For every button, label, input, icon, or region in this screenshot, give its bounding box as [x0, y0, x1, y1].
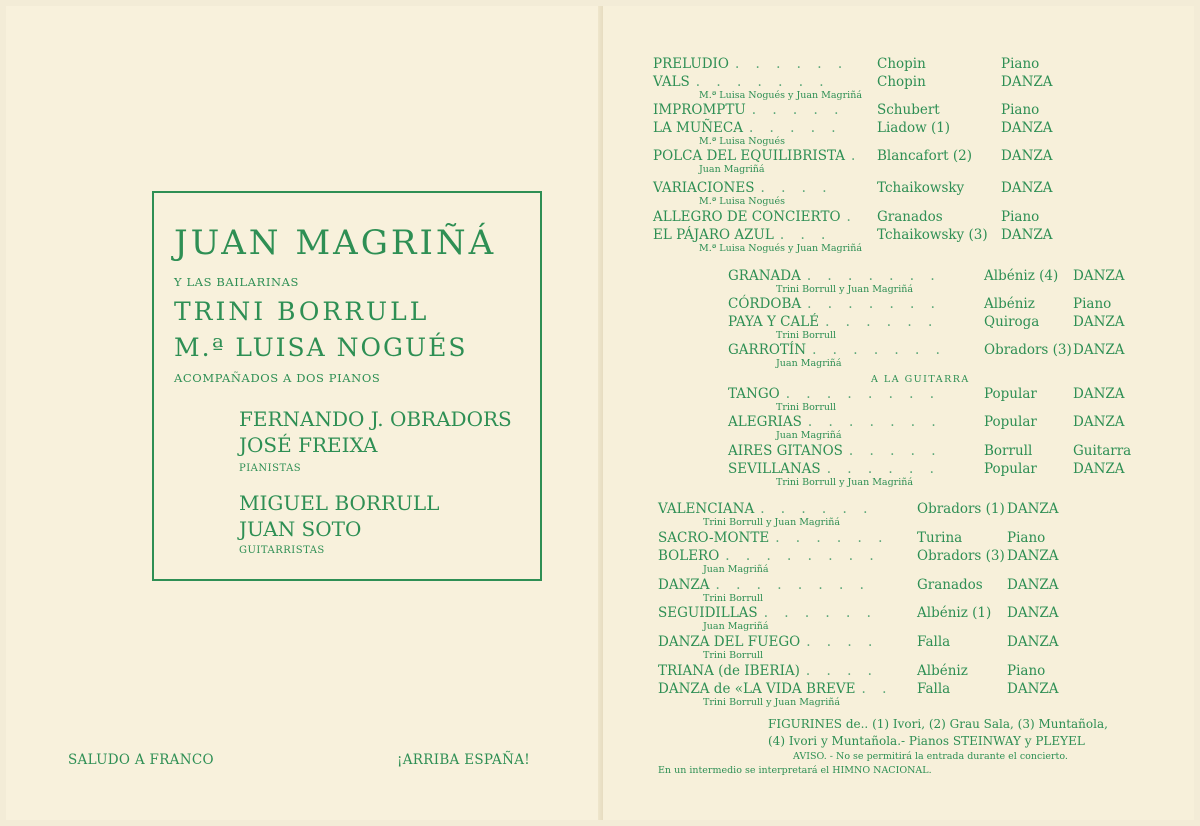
program-item-kind: Piano	[1007, 663, 1046, 679]
program-item	[658, 501, 1077, 531]
program-item-performers: Juan Magriñá	[776, 430, 842, 441]
program-item	[658, 634, 1077, 664]
program-item-composer: Tchaikowsky (3)	[877, 227, 988, 243]
program-item-title: PAYA Y CALÉ	[728, 314, 820, 330]
program-item-performers: Juan Magriñá	[699, 164, 765, 175]
program-item-composer: Falla	[917, 681, 951, 697]
figurines-line-1: FIGURINES de.. (1) Ivori, (2) Grau Sala, (3) Muntañola,	[768, 717, 1108, 731]
with-dancers-label: Y LAS BAILARINAS	[174, 275, 300, 289]
leader-dots: . . . . . .	[775, 530, 889, 546]
program-item-title: CÓRDOBA	[728, 296, 802, 312]
program-item-kind: DANZA	[1007, 681, 1059, 697]
program-item-title: IMPROMPTU	[653, 102, 746, 118]
guitarists-label: GUITARRISTAS	[239, 545, 325, 556]
program-item-title: POLCA DEL EQUILIBRISTA	[653, 148, 846, 164]
program-item-performers: Juan Magriñá	[703, 621, 769, 632]
program-item	[658, 605, 1077, 635]
guitarist-1: MIGUEL BORRULL	[239, 491, 440, 515]
program-item-performers: Juan Magriñá	[776, 358, 842, 369]
program-item-composer: Obradors (3)	[984, 342, 1072, 358]
program-item-title: SEGUIDILLAS	[658, 605, 758, 621]
program-item-title: GRANADA	[728, 268, 801, 284]
leader-dots: . . . . . .	[825, 314, 939, 330]
program-item-title: VARIACIONES	[653, 180, 755, 196]
program-item-title: LA MUÑECA	[653, 120, 743, 136]
program-item-performers: Trini Borrull y Juan Magriñá	[703, 517, 841, 528]
leader-dots: . . . . .	[748, 120, 842, 136]
program-item	[658, 577, 1077, 607]
program-item	[653, 180, 1071, 210]
leader-dots: . . . .	[805, 663, 878, 679]
program-item	[728, 461, 1143, 491]
program-item-kind: DANZA	[1001, 180, 1053, 196]
program-item-composer: Tchaikowsky	[877, 180, 965, 196]
program-item-title: VALS	[653, 74, 690, 90]
footer-left: SALUDO A FRANCO	[68, 752, 214, 768]
leader-dots: . . . . . . . .	[785, 386, 941, 402]
himno-note: En un intermedio se interpretará el HIMNO NACIONAL.	[658, 765, 932, 776]
program-item-title: BOLERO	[658, 548, 720, 564]
leader-dots: . . . . . .	[760, 501, 874, 517]
program-item-title: DANZA DEL FUEGO	[658, 634, 801, 650]
guitarist-2: JUAN SOTO	[239, 517, 362, 541]
footer-right: ¡ARRIBA ESPAÑA!	[397, 752, 530, 768]
program-item-performers: M.ª Luisa Nogués y Juan Magriñá	[699, 243, 863, 254]
program-item-title: SACRO-MONTE	[658, 530, 770, 546]
leader-dots: . . . . . . .	[807, 296, 941, 312]
program-item-title: GARROTÍN	[728, 342, 807, 358]
program-item	[728, 314, 1143, 344]
leader-dots: . . . . . . . .	[715, 577, 870, 593]
program-item-composer: Chopin	[877, 74, 926, 90]
program-item	[653, 148, 1071, 178]
dancer-2: M.ª LUISA NOGUÉS	[174, 333, 468, 362]
program-item-composer: Turina	[917, 530, 963, 546]
program-item-performers: Trini Borrull y Juan Magriñá	[776, 477, 914, 488]
program-item-composer: Liadow (1)	[877, 120, 951, 136]
program-item-title: DANZA	[658, 577, 710, 593]
leader-dots: .	[851, 148, 862, 164]
leader-dots: . . . . .	[751, 102, 845, 118]
program-item-composer: Albéniz	[984, 296, 1035, 312]
program-item-title: ALLEGRO DE CONCIERTO	[653, 209, 841, 225]
program-item-kind: Piano	[1073, 296, 1112, 312]
program-item-composer: Chopin	[877, 56, 926, 72]
program-item	[728, 414, 1143, 444]
program-item-composer: Quiroga	[984, 314, 1040, 330]
program-item-kind: DANZA	[1073, 461, 1125, 477]
program-item-kind: Guitarra	[1073, 443, 1132, 459]
program-item-performers: M.ª Luisa Nogués	[699, 196, 786, 207]
leader-dots: . . . . . . .	[807, 414, 942, 430]
program-item	[653, 74, 1071, 104]
program-item-performers: Trini Borrull	[703, 593, 764, 604]
pianist-2: JOSÉ FREIXA	[239, 433, 378, 457]
program-item-composer: Blancafort (2)	[877, 148, 973, 164]
program-item	[728, 386, 1143, 416]
program-item-title: SEVILLANAS	[728, 461, 821, 477]
leader-dots: .	[846, 209, 857, 225]
program-item-kind: DANZA	[1007, 577, 1059, 593]
leader-dots: . . . . . . .	[695, 74, 830, 90]
leader-dots: . . . . . .	[826, 461, 940, 477]
program-item-composer: Schubert	[877, 102, 940, 118]
program-item-composer: Popular	[984, 386, 1037, 402]
program-item	[653, 120, 1071, 150]
program-item-title: AIRES GITANOS	[728, 443, 843, 459]
program-item-title: TRIANA (de IBERIA)	[658, 663, 800, 679]
pianist-1: FERNANDO J. OBRADORS	[239, 407, 512, 431]
program-item	[728, 268, 1143, 298]
program-item-kind: Piano	[1001, 56, 1040, 72]
program-item-kind: DANZA	[1001, 120, 1053, 136]
leader-dots: . . . .	[760, 180, 833, 196]
program-item-performers: Trini Borrull y Juan Magriñá	[703, 697, 841, 708]
leader-dots: . . . . . .	[734, 56, 849, 72]
program-item-composer: Obradors (1)	[917, 501, 1005, 517]
leader-dots: . . . . . . .	[812, 342, 946, 358]
program-item-performers: Trini Borrull	[703, 650, 764, 661]
program-item-kind: DANZA	[1001, 148, 1053, 164]
program-item-kind: DANZA	[1007, 548, 1059, 564]
program-item-performers: M.ª Luisa Nogués	[699, 136, 786, 147]
program-item-composer: Albéniz (4)	[984, 268, 1059, 284]
leader-dots: . . . . . . . .	[725, 548, 880, 564]
program-item-kind: DANZA	[1007, 634, 1059, 650]
accompanied-label: ACOMPAÑADOS A DOS PIANOS	[174, 371, 381, 385]
program-item-kind: Piano	[1001, 209, 1040, 225]
program-item-kind: DANZA	[1007, 501, 1059, 517]
program-item-performers: Trini Borrull	[776, 330, 837, 341]
right-page	[603, 6, 1194, 820]
program-item-kind: DANZA	[1073, 342, 1125, 358]
program-item-kind: DANZA	[1073, 414, 1125, 430]
program-item-composer: Obradors (3)	[917, 548, 1005, 564]
program-item-kind: DANZA	[1001, 74, 1053, 90]
program-item	[658, 681, 1077, 711]
performer-title: JUAN MAGRIÑÁ	[174, 223, 497, 263]
program-item-kind: DANZA	[1073, 314, 1125, 330]
figurines-line-2: (4) Ivori y Muntañola.- Pianos STEINWAY y PLEYEL	[768, 734, 1085, 748]
program-item-kind: DANZA	[1073, 268, 1125, 284]
program-item-title: TANGO	[728, 386, 780, 402]
leader-dots: . . . . . .	[763, 605, 877, 621]
program-item-performers: Trini Borrull	[776, 402, 837, 413]
guitar-section-label: A LA GUITARRA	[871, 374, 970, 385]
program-item-performers: Trini Borrull y Juan Magriñá	[776, 284, 914, 295]
program-item-kind: DANZA	[1001, 227, 1053, 243]
program-item-performers: Juan Magriñá	[703, 564, 769, 575]
program-item-composer: Popular	[984, 414, 1037, 430]
program-item-title: DANZA de «LA VIDA BREVE	[658, 681, 856, 697]
program-item	[728, 342, 1143, 372]
cover-box	[152, 191, 542, 581]
leader-dots: . . . . .	[848, 443, 942, 459]
program-item-title: EL PÁJARO AZUL	[653, 227, 774, 243]
program-item-title: VALENCIANA	[658, 501, 755, 517]
program-item-composer: Granados	[917, 577, 983, 593]
aviso-note: AVISO. - No se permitirá la entrada durante el concierto.	[793, 751, 1068, 762]
program-item-title: PRELUDIO	[653, 56, 729, 72]
program-item-composer: Popular	[984, 461, 1037, 477]
program-item-composer: Falla	[917, 634, 951, 650]
program-item-performers: M.ª Luisa Nogués y Juan Magriñá	[699, 90, 863, 101]
leader-dots: . . . . . . .	[806, 268, 941, 284]
leader-dots: . . . .	[806, 634, 879, 650]
program-item-composer: Granados	[877, 209, 943, 225]
leader-dots: . .	[861, 681, 893, 697]
leader-dots: . . .	[779, 227, 832, 243]
program-item-kind: Piano	[1001, 102, 1040, 118]
program-item-title: ALEGRIAS	[728, 414, 802, 430]
program-item-composer: Albéniz (1)	[917, 605, 992, 621]
program-item-kind: DANZA	[1073, 386, 1125, 402]
program-item-kind: DANZA	[1007, 605, 1059, 621]
program-item	[658, 548, 1077, 578]
program-item	[653, 227, 1071, 257]
left-page	[6, 6, 603, 820]
program-item-composer: Albéniz	[917, 663, 968, 679]
pianists-label: PIANISTAS	[239, 463, 302, 474]
dancer-1: TRINI BORRULL	[174, 297, 430, 326]
program-item-composer: Borrull	[984, 443, 1033, 459]
program-item-kind: Piano	[1007, 530, 1046, 546]
